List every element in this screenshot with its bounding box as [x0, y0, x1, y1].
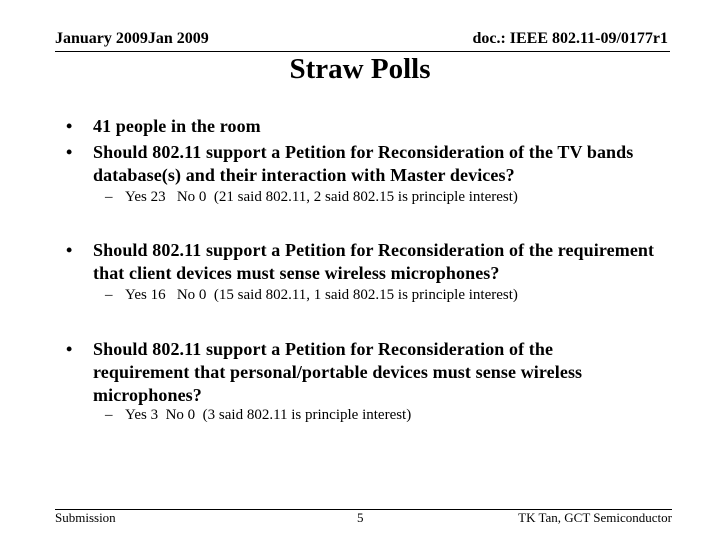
sub-bullet-marker: –	[105, 287, 113, 303]
bullet-item	[66, 239, 666, 285]
bullet-item	[66, 141, 666, 187]
bullet-marker: •	[66, 339, 73, 359]
sub-bullet-text: Yes 3 No 0 (3 said 802.11 is principle interest)	[125, 407, 412, 423]
bullet-item	[66, 115, 666, 138]
header-doc-id: doc.: IEEE 802.11-09/0177r1	[472, 30, 668, 47]
bullet-item	[66, 338, 666, 407]
footer-page-number: 5	[357, 510, 364, 525]
sub-bullet-item	[105, 188, 695, 207]
bullet-text: 41 people in the room	[93, 116, 261, 136]
bullet-text: Should 802.11 support a Petition for Reconsideration of the requirement that personal/portable devices must sense wireless microphones?	[93, 339, 583, 405]
bullet-marker: •	[66, 116, 73, 136]
sub-bullet-text: Yes 23 No 0 (21 said 802.11, 2 said 802.15 is principle interest)	[125, 189, 518, 205]
header-divider	[55, 51, 670, 52]
sub-bullet-item	[105, 286, 695, 305]
bullet-text: Should 802.11 support a Petition for Reconsideration of the TV bands database(s) and their interaction with Master devices?	[93, 142, 634, 185]
bullet-text: Should 802.11 support a Petition for Reconsideration of the requirement that client devices must sense wireless microphones?	[93, 240, 655, 283]
header-date: January 2009Jan 2009	[55, 30, 209, 47]
sub-bullet-item	[105, 406, 695, 425]
sub-bullet-marker: –	[105, 407, 113, 423]
bullet-marker: •	[66, 240, 73, 260]
sub-bullet-text: Yes 16 No 0 (15 said 802.11, 1 said 802.15 is principle interest)	[125, 287, 518, 303]
bullet-marker: •	[66, 142, 73, 162]
slide-title: Straw Polls	[289, 53, 431, 85]
footer-author: TK Tan, GCT Semiconductor	[518, 510, 672, 525]
sub-bullet-marker: –	[105, 189, 113, 205]
footer-submission: Submission	[55, 510, 116, 525]
